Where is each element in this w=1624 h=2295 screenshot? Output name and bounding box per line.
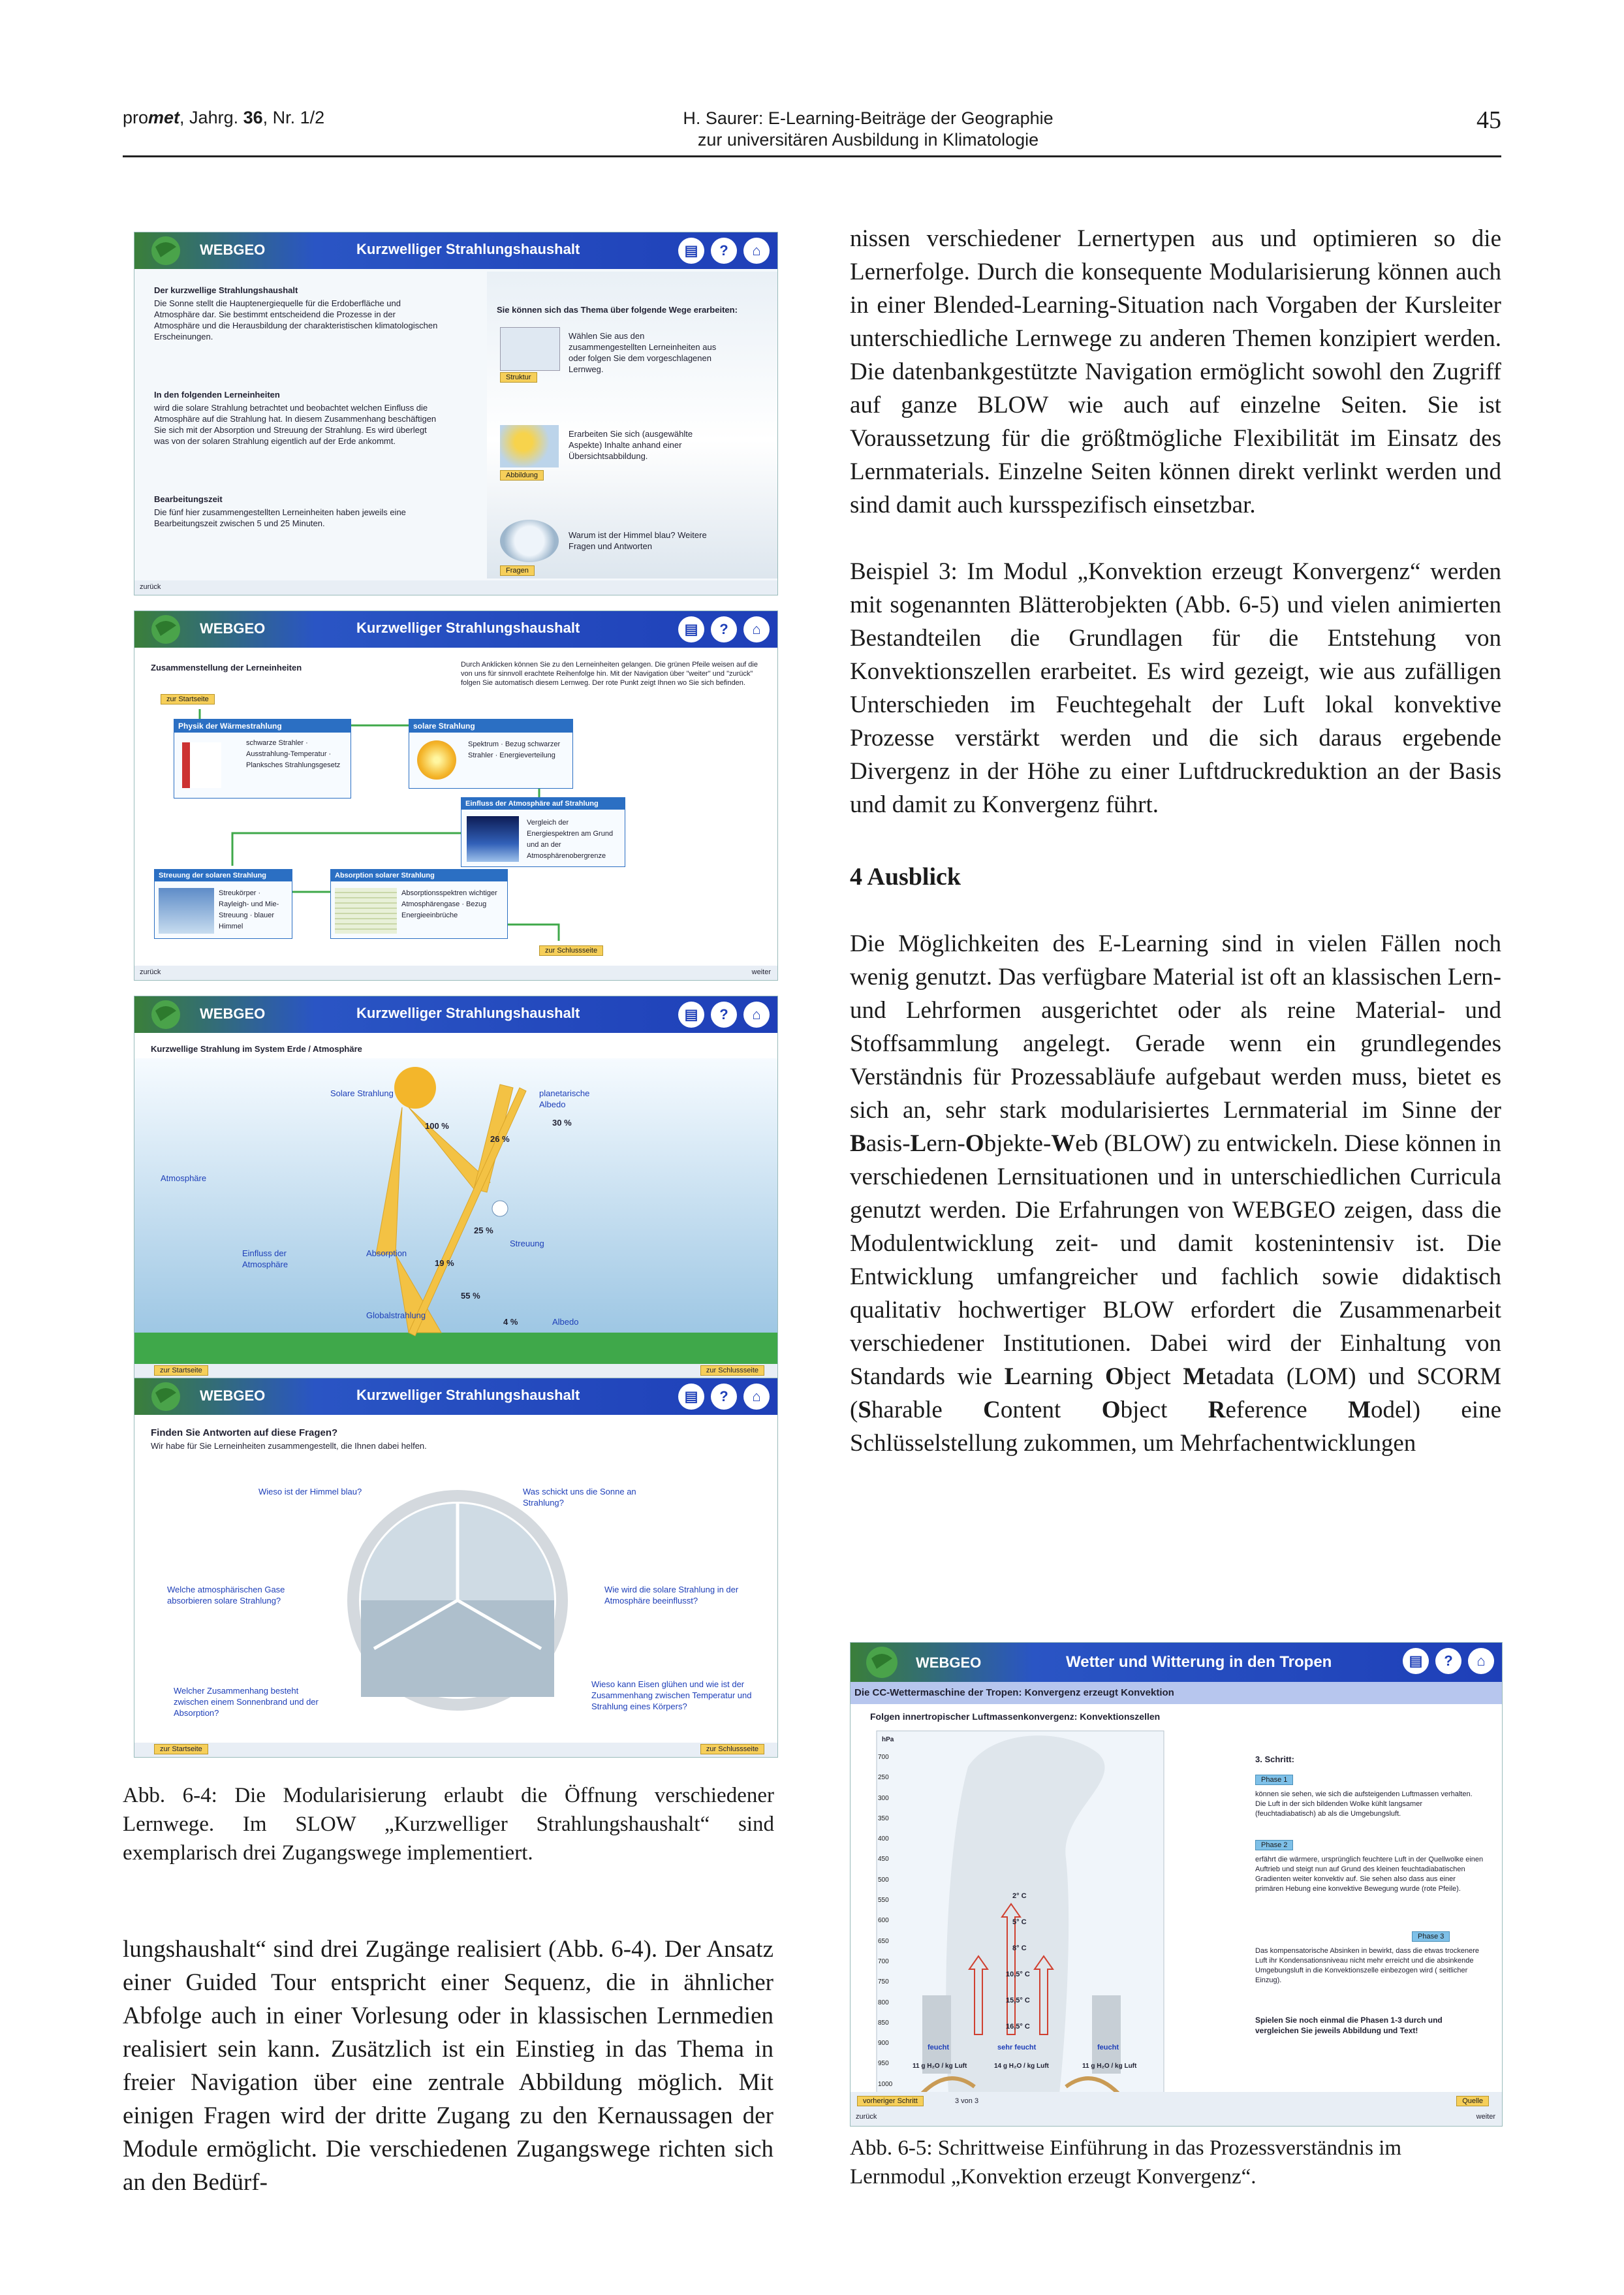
lesson-scattering[interactable] xyxy=(154,869,292,939)
overview-heading: Der kurzwellige Strahlungshaushalt xyxy=(154,285,298,295)
lesson-atmosphere-influence[interactable] xyxy=(461,797,625,867)
overview-heading-3: Bearbeitungszeit xyxy=(154,494,223,504)
text-run: etadata (LOM) und SCORM ( xyxy=(850,1363,1501,1423)
screen-footer xyxy=(134,1364,777,1378)
globe-logo-icon xyxy=(134,611,196,648)
pressure-level: 700 xyxy=(878,1754,889,1761)
module-title: Kurzwelliger Strahlungshaushalt xyxy=(356,620,580,636)
back-link[interactable]: zurück xyxy=(140,583,161,591)
text-run: bject xyxy=(1123,1363,1183,1390)
journal-name-italic: met xyxy=(148,108,180,127)
acronym-letter: L xyxy=(910,1130,927,1157)
pressure-level: 300 xyxy=(878,1794,889,1802)
overview-text-3: Die fünf hier zusammengestellten Lerneinheiten haben jeweils eine Bearbeitungszeit zwischen 5 und 25 Minuten. xyxy=(154,507,406,528)
overview-text-2: wird die solare Strahlung betrachtet und beobachtet welchen Einfluss die Atmosphäre auf die Strahlung hat. In diesem Zusammenhang beschäftigen Sie sich mit der Absorption und Streuung der Strahlung. Es wird überlegt was von der solaren Strahlung eigentlich auf der Erde ankommt. xyxy=(154,403,437,446)
acronym-letter: M xyxy=(1183,1363,1206,1390)
sky-image xyxy=(159,888,214,934)
text-run: eb xyxy=(1075,1130,1099,1157)
structure-hint: Durch Anklicken können Sie zu den Lerneinheiten gelangen. Die grünen Pfeile weisen auf die von uns für sinnvoll erachtete Reihenfolge hin. Mit der Navigation über "weiter" und "zurück" folgen Sie automatisch diesem Lernweg. Der rote Punkt zeigt Ihnen wo Sie sich befinden. xyxy=(461,661,758,687)
previous-step-button[interactable]: vorheriger Schritt xyxy=(857,2095,924,2106)
text-run: ontent xyxy=(1000,1397,1102,1423)
module-title: Kurzwelliger Strahlungshaushalt xyxy=(356,1387,580,1403)
lesson-solar-radiation[interactable] xyxy=(409,719,573,789)
screen-footer xyxy=(134,1743,777,1757)
book-icon[interactable]: ▤ xyxy=(678,238,704,264)
percent-4: 4 % xyxy=(503,1317,518,1327)
humidity-label-left: feucht xyxy=(928,2044,949,2051)
book-icon[interactable]: ▤ xyxy=(678,1384,704,1410)
mixing-ratio-left: 11 g H₂O / kg Luft xyxy=(913,2063,967,2070)
webgeo-title-bar xyxy=(134,232,777,269)
phase-2-button[interactable]: Phase 2 xyxy=(1255,1839,1293,1850)
questions-thumbnail[interactable] xyxy=(500,520,559,562)
webgeo-title-bar xyxy=(134,996,777,1033)
acronym-letter: O xyxy=(1101,1397,1121,1423)
text-run: harable xyxy=(871,1397,984,1423)
back-link[interactable]: zurück xyxy=(140,968,161,976)
next-link[interactable]: weiter xyxy=(1476,2113,1495,2121)
phase-3-text: Das kompensatorische Absinken in bewirkt, dass die etwas trockenere Luft ihr Kondensationsniveau nicht mehr erreicht und die absinkende Umgebungsluft in die Konvektionszelle einbezogen wird ( seitlicher Einzug). xyxy=(1255,1947,1480,1984)
acronym-letter: O xyxy=(965,1130,984,1157)
banner-text: Die CC-Wettermaschine der Tropen: Konvergenz erzeugt Konvektion xyxy=(854,1687,1174,1698)
figure-6-4-screen-overview xyxy=(134,232,778,595)
pressure-level: 450 xyxy=(878,1856,889,1863)
text-run: odel) eine Schlüsselstellung zukommen, um Mehrfachentwicklungen xyxy=(850,1397,1501,1457)
right-paragraph-2: Beispiel 3: Im Modul „Konvektion erzeugt Konvergenz“ werden mit sogenannten Blätterobjekten (Abb. 6-5) und vielen animierten Bestandteilen die Grundlagen für die Entstehung von Konvektionszellen erarbeitet. Es wird gezeigt, wie aus zufälligen Unterschieden im Feuchtegehalt der Luft lokal konvektive Prozesse verstärkt werden und die sich daraus ergebende Divergenz in der Höhe zu einer Luftdruckreduktion an der Basis und damit zu Konvergenz führt. xyxy=(850,558,1501,818)
section-title-ausblick: 4 Ausblick xyxy=(850,863,961,891)
question-sun-radiation[interactable]: Was schickt uns die Sonne an Strahlung? xyxy=(523,1487,636,1508)
webgeo-logo: WEBGEO xyxy=(200,1005,266,1022)
humidity-label-right: feucht xyxy=(1097,2044,1119,2051)
figure-6-4-caption: Abb. 6-4: Die Modularisierung erlaubt die Öffnung verschiedener Lernwege. Im SLOW „Kurzwelliger Strahlungshaushalt“ sind exemplarisch drei Zugangswege implementiert. xyxy=(123,1784,774,1865)
module-title: Kurzwelliger Strahlungshaushalt xyxy=(356,1005,580,1021)
lesson-items: Vergleich der Energiespektren am Grund und an der Atmosphärenobergrenze xyxy=(527,819,614,860)
start-page-button[interactable]: zur Startseite xyxy=(161,693,215,704)
journal-reference xyxy=(123,108,324,128)
screen-footer xyxy=(851,2109,1502,2126)
right-paragraph-1: nissen verschiedener Lernertypen aus und optimieren so die Lernerfolge. Durch die konsequente Modularisierung können auch in einer Blended-Learning-Situation nach Vorgaben der Kursleiter unterschiedliche Lernwege zu anderen Themen konzipiert werden. Die datenbankgestützte Navigation ermöglicht sowohl den Zugriff auf ganze BLOW wie auch auf einzelne Seiten. Sie ist Voraussetzung für die größtmögliche Flexibilität im Einsatz des Lernmaterials. Einzelne Seiten können direkt verlinkt werden und sind damit auch kursspezifisch einsetzbar. xyxy=(850,225,1501,518)
help-icon[interactable]: ? xyxy=(711,616,737,642)
acronym-letter: O xyxy=(1105,1363,1124,1390)
mixing-ratio-right: 11 g H₂O / kg Luft xyxy=(1082,2063,1137,2070)
book-icon[interactable]: ▤ xyxy=(1403,1648,1429,1674)
pressure-level: 250 xyxy=(878,1774,889,1782)
radiation-budget-diagram xyxy=(134,1058,777,1372)
figure-6-4-screen-radiation-diagram xyxy=(134,996,778,1379)
figure-thumbnail[interactable] xyxy=(500,425,559,467)
lesson-title: Absorption solarer Strahlung xyxy=(331,870,507,881)
overview-text: Die Sonne stellt die Hauptenergiequelle für die Erdoberfläche und Atmosphäre dar. Sie bestimmt entscheidend die Prozesse in der Atmosphäre und die Herausbildung der charakteristischen klimatologischen Erscheinungen. xyxy=(154,298,438,341)
pressure-level: 1000 xyxy=(878,2080,893,2088)
module-title: Kurzwelliger Strahlungshaushalt xyxy=(356,241,580,257)
phase-2-text: erfährt die wärmere, ursprünglich feuchtere Luft in der Quellwolke einen Auftrieb und steigt nun auf Grund des kleinen feuchtadiabatischen Gradienten weiter konvektiv auf. Sie sehen also dass aus einer primären Hebung eine konvektive Bewegung wurde (rote Pfeile). xyxy=(1255,1856,1484,1893)
lesson-title: Streuung der solaren Strahlung xyxy=(155,870,292,881)
pressure-level: 650 xyxy=(878,1937,889,1945)
acronym-letter: M xyxy=(1348,1397,1371,1423)
home-icon[interactable]: ⌂ xyxy=(743,1002,770,1028)
lesson-items: Absorptionsspektren wichtiger Atmosphärengase · Bezug Energieeinbrüche xyxy=(401,889,497,919)
screen-footer xyxy=(134,966,777,980)
temperature-label: 15,5° C xyxy=(1006,1997,1030,2004)
label-scattering[interactable]: Streuung xyxy=(510,1239,544,1248)
way-2-text: Erarbeiten Sie sich (ausgewählte Aspekte) Inhalte anhand einer Übersichtsabbildung. xyxy=(569,429,693,461)
book-icon[interactable]: ▤ xyxy=(678,1002,704,1028)
acronym-letter: W xyxy=(1051,1130,1076,1157)
figure-button[interactable]: Abbildung xyxy=(500,469,544,481)
lesson-title: Einfluss der Atmosphäre auf Strahlung xyxy=(461,798,625,810)
right-column-text xyxy=(850,222,1501,1460)
book-icon[interactable]: ▤ xyxy=(678,616,704,642)
help-icon[interactable]: ? xyxy=(711,1002,737,1028)
question-sunburn[interactable]: Welcher Zusammenhang besteht zwischen einem Sonnenbrand und der Absorption? xyxy=(174,1686,319,1718)
figure-6-4-screen-structure xyxy=(134,610,778,981)
right-paragraph-3 xyxy=(850,927,1501,1460)
running-title-line2: zur universitären Ausbildung in Klimatologie xyxy=(697,130,1039,150)
questions-subheading: Wir habe für Sie Lerneinheiten zusammengestellt, die Ihnen dabei helfen. xyxy=(151,1441,427,1451)
journal-name-part: pro xyxy=(123,108,149,127)
acronym-letter: S xyxy=(858,1397,871,1423)
mixing-ratio-center: 14 g H₂O / kg Luft xyxy=(994,2063,1049,2070)
pressure-level: 400 xyxy=(878,1835,889,1843)
percent-30: 30 % xyxy=(552,1118,572,1128)
pressure-level: 950 xyxy=(878,2060,889,2068)
globe-logo-icon xyxy=(134,232,196,269)
next-link[interactable]: weiter xyxy=(751,968,771,976)
phase-1-text: können sie sehen, wie sich die aufsteigenden Luftmassen verhalten. Die Luft in der sich bildenden Wolke kühlt langsamer (feuchtadiabatisch) ab als die Umgebungsluft. xyxy=(1255,1790,1473,1818)
phase-3-button[interactable]: Phase 3 xyxy=(1412,1930,1450,1942)
label-albedo[interactable]: Albedo xyxy=(552,1317,579,1327)
label-absorption[interactable]: Absorption xyxy=(366,1248,407,1258)
help-icon[interactable]: ? xyxy=(711,238,737,264)
ways-heading: Sie können sich das Thema über folgende Wege erarbeiten: xyxy=(497,305,738,315)
left-column-text xyxy=(123,1933,773,2199)
step-counter: 3 von 3 xyxy=(955,2097,979,2105)
webgeo-logo: WEBGEO xyxy=(200,242,266,258)
absorption-chart-image xyxy=(335,888,397,934)
home-icon[interactable]: ⌂ xyxy=(743,1384,770,1410)
label-atmosphere-influence[interactable]: Einfluss der Atmosphäre xyxy=(242,1248,289,1269)
structure-thumbnail[interactable] xyxy=(500,327,560,371)
pressure-level: 550 xyxy=(878,1897,889,1905)
way-3-text: Warum ist der Himmel blau? Weitere Fragen und Antworten xyxy=(569,530,707,551)
label-solar-radiation[interactable]: Solare Strahlung xyxy=(330,1088,394,1098)
temperature-label: 5° C xyxy=(1012,1918,1027,1926)
questions-heading: Finden Sie Antworten auf diese Fragen? xyxy=(151,1427,338,1438)
lesson-thermal-radiation[interactable] xyxy=(174,719,351,799)
lesson-title: solare Strahlung xyxy=(409,720,572,733)
percent-25: 25 % xyxy=(474,1226,493,1235)
pressure-level: 850 xyxy=(878,2019,889,2027)
end-page-button[interactable]: zur Schlussseite xyxy=(700,1744,764,1754)
webgeo-title-bar xyxy=(134,611,777,648)
structure-button[interactable]: Struktur xyxy=(500,371,537,383)
module-title: Wetter und Witterung in den Tropen xyxy=(1066,1653,1332,1671)
lesson-absorption[interactable] xyxy=(330,869,508,939)
figure-6-5-caption: Abb. 6-5: Schrittweise Einführung in das Prozessverständnis im Lernmodul „Konvektion erzeugt Konvergenz“. xyxy=(850,2136,1402,2189)
temperature-label: 16,5° C xyxy=(1006,2023,1030,2031)
home-icon[interactable]: ⌂ xyxy=(743,616,770,642)
temperature-label: 10,5° C xyxy=(1006,1971,1030,1978)
label-planetary-albedo[interactable]: planetarische Albedo xyxy=(539,1088,590,1109)
running-title xyxy=(574,108,1162,151)
left-paragraph-1: lungshaushalt“ sind drei Zugänge realisiert (Abb. 6-4). Der Ansatz einer Guided Tour entspricht einer Sequenz, die in ähnlicher Abfolge auch in einer Vorlesung oder in klassischen Lernmedien realisiert sein kann. Zusätzlich ist ein Einstieg in das Thema in freier Navigation über eine zentrale Abbildung möglich. Mit einigen Fragen wird der dritte Zugang zu den Kernaussagen der Module ermöglicht. Die verschiedenen Zugangswege richten sich an den Bedürf- xyxy=(123,1936,773,2196)
acronym-letter: R xyxy=(1208,1397,1226,1423)
acronym-letter: B xyxy=(850,1130,866,1157)
figure-6-5-screen-convection xyxy=(850,1642,1503,2127)
diagram-heading: Kurzwellige Strahlung im System Erde / Atmosphäre xyxy=(151,1044,362,1054)
text-run: bject xyxy=(1120,1397,1208,1423)
text-run: bjekte- xyxy=(984,1130,1052,1157)
end-page-button[interactable]: zur Schlussseite xyxy=(539,944,603,956)
acronym-letter: L xyxy=(1004,1363,1021,1390)
pressure-axis-label: hPa xyxy=(882,1736,894,1743)
lesson-items: schwarze Strahler · Ausstrahlung-Temperatur · Planksches Strahlungsgesetz xyxy=(246,739,341,769)
home-icon[interactable]: ⌂ xyxy=(743,238,770,264)
percent-26: 26 % xyxy=(490,1134,510,1144)
pressure-level: 800 xyxy=(878,1999,889,2006)
pressure-level: 500 xyxy=(878,1876,889,1884)
lesson-items: Spektrum · Bezug schwarzer Strahler · Energieverteilung xyxy=(468,740,561,759)
temperature-label: 2° C xyxy=(1012,1892,1027,1900)
running-title-line1: H. Saurer: E-Learning-Beiträge der Geographie xyxy=(683,108,1054,128)
structure-heading: Zusammenstellung der Lerneinheiten xyxy=(151,663,302,673)
text-run: Die Möglichkeiten des E-Learning sind in vielen Fällen noch wenig genutzt. Das verfügbare Material ist oft an klassischen Lern- und Lehrformen ausgerichtet oder als reine Material- und Stoffsammlung angelegt. Gerade wenn ein grundlegendes Verständnis für Prozessabläufe aufgebaut werden muss, bietet es sich an, sehr stark modularisiertes Lernmaterial im Sinne der xyxy=(850,930,1501,1124)
question-atmosphere-influence[interactable]: Wie wird die solare Strahlung in der Atmosphäre beeinflusst? xyxy=(604,1585,739,1606)
journal-issue: , Nr. 1/2 xyxy=(262,108,325,127)
end-page-button[interactable]: zur Schlussseite xyxy=(700,1365,764,1376)
text-run: ern- xyxy=(926,1130,965,1157)
lesson-items: Streukörper · Rayleigh- und Mie-Streuung · blauer Himmel xyxy=(219,889,279,930)
help-icon[interactable]: ? xyxy=(711,1384,737,1410)
acronym-letter: C xyxy=(983,1397,1001,1423)
label-atmosphere[interactable]: Atmosphäre xyxy=(161,1173,207,1183)
question-absorbing-gases[interactable]: Welche atmosphärischen Gase absorbieren solare Strahlung? xyxy=(167,1585,285,1606)
header-rule xyxy=(123,155,1501,157)
step-navigation xyxy=(851,2092,1502,2109)
start-page-button[interactable]: zur Startseite xyxy=(154,1744,208,1754)
pressure-level: 900 xyxy=(878,2040,889,2048)
back-link[interactable]: zurück xyxy=(856,2113,877,2121)
start-page-button[interactable]: zur Startseite xyxy=(154,1365,208,1376)
text-run: (BLOW) zu entwickeln. Diese können in verschiedenen Lernsituationen und in unterschiedlichen Curricula genutzt werden. Die Erfahrungen von WEBGEO zeigen, dass die Modulentwicklung zeit- und damit kostenintensiv ist. Die Entwicklung umfangreicher und fachlich sowie didaktisch qualitativ hochwertiger BLOW erfordert die Zusammenarbeit verschiedener Institutionen. Dabei wird der Einhaltung von Standards wie xyxy=(850,1130,1501,1390)
pressure-level: 750 xyxy=(878,1978,889,1986)
pressure-levels xyxy=(878,1747,904,2095)
text-run: eference xyxy=(1225,1397,1349,1423)
sun-image xyxy=(417,740,456,780)
lesson-title: Physik der Wärmestrahlung xyxy=(174,720,351,733)
convection-subheading: Folgen innertropischer Luftmassenkonvergenz: Konvektionszellen xyxy=(870,1711,1161,1722)
source-button[interactable]: Quelle xyxy=(1456,2095,1489,2106)
replay-instruction: Spielen Sie noch einmal die Phasen 1-3 durch und vergleichen Sie jeweils Abbildung und Text! xyxy=(1255,2016,1443,2035)
pressure-level: 700 xyxy=(878,1957,889,1965)
page-number: 45 xyxy=(1476,106,1501,134)
webgeo-logo: WEBGEO xyxy=(200,620,266,637)
screen-footer xyxy=(134,580,777,595)
percent-19: 19 % xyxy=(435,1258,454,1268)
figure-6-4-screen-questions xyxy=(134,1378,778,1758)
percent-100: 100 % xyxy=(425,1121,449,1131)
globe-logo-icon xyxy=(134,996,196,1033)
humidity-label-center: sehr feucht xyxy=(997,2044,1037,2051)
home-icon[interactable]: ⌂ xyxy=(1468,1648,1494,1674)
journal-year-label: , Jahrg. xyxy=(180,108,243,127)
temperature-label: 8° C xyxy=(1012,1944,1027,1952)
help-icon[interactable]: ? xyxy=(1435,1648,1461,1674)
journal-volume: 36 xyxy=(243,108,263,127)
question-blue-sky[interactable]: Wieso ist der Himmel blau? xyxy=(258,1487,362,1496)
text-run: earning xyxy=(1020,1363,1106,1390)
thermometer-image xyxy=(182,742,221,788)
way-1-text: Wählen Sie aus den zusammengestellten Lerneinheiten aus oder folgen Sie dem vorgeschlagenen Lernweg. xyxy=(569,331,717,374)
percent-55: 55 % xyxy=(461,1291,480,1301)
webgeo-logo: WEBGEO xyxy=(200,1387,266,1404)
pressure-level: 350 xyxy=(878,1814,889,1822)
label-global-radiation[interactable]: Globalstrahlung xyxy=(366,1310,426,1320)
questions-button[interactable]: Fragen xyxy=(500,564,535,576)
atmosphere-image xyxy=(467,816,519,862)
webgeo-logo: WEBGEO xyxy=(916,1654,982,1671)
overview-heading-2: In den folgenden Lerneinheiten xyxy=(154,390,280,400)
step-label: 3. Schritt: xyxy=(1255,1754,1294,1764)
pressure-level: 600 xyxy=(878,1917,889,1925)
text-run: asis- xyxy=(866,1130,911,1157)
question-glowing-iron[interactable]: Wieso kann Eisen glühen und wie ist der Zusammenhang zwischen Temperatur und Strahlung eines Körpers? xyxy=(591,1679,752,1711)
phase-1-button[interactable]: Phase 1 xyxy=(1255,1773,1293,1785)
